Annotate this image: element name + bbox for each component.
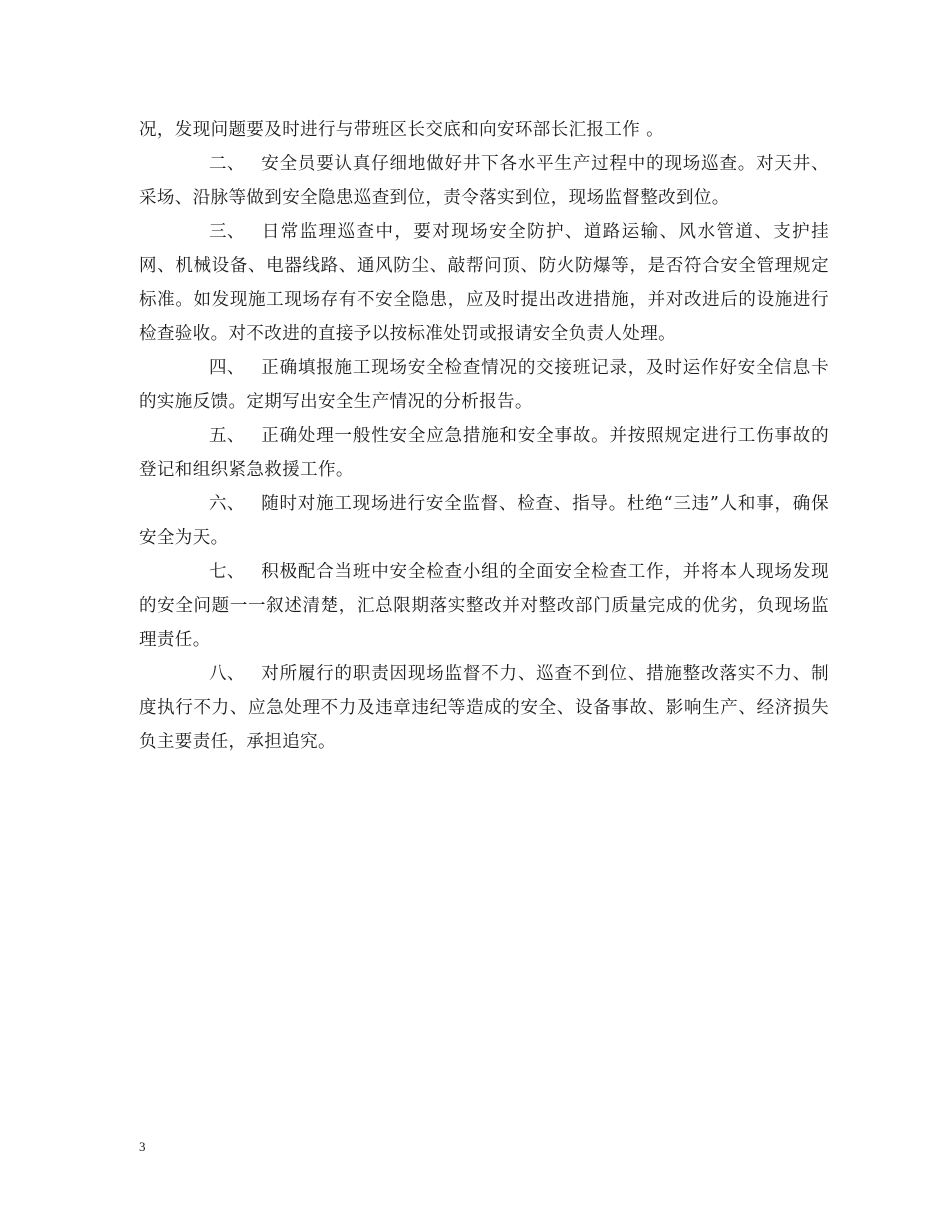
list-item	[139, 419, 829, 487]
item-text: 随时对施工现场进行安全监督、检查、指导。杜绝“三违”人和事，确保安全为天。	[139, 494, 829, 548]
item-text: 积极配合当班中安全检查小组的全面安全检查工作，并将本人现场发现的安全问题一一叙述清楚，汇总限期落实整改并对整改部门质量完成的优劣，负现场监理责任。	[139, 562, 829, 650]
list-item	[139, 555, 829, 657]
item-text: 对所履行的职责因现场监督不力、巡查不到位、措施整改落实不力、制度执行不力、应急处理不力及违章违纪等造成的安全、设备事故、影响生产、经济损失负主要责任，承担追究。	[139, 664, 829, 752]
item-text: 安全员要认真仔细地做好井下各水平生产过程中的现场巡查。对天井、采场、沿脉等做到安全隐患巡查到位，责令落实到位，现场监督整改到位。	[139, 154, 829, 208]
item-text: 日常监理巡查中，要对现场安全防护、道路运输、风水管道、支护挂网、机械设备、电器线路、通风防尘、敲帮问顶、防火防爆等，是否符合安全管理规定标准。如发现施工现场存有不安全隐患，应及时提出改进措施，并对改进后的设施进行检查验收。对不改进的直接予以按标准处罚或报请安全负责人处理。	[139, 222, 829, 344]
item-number: 八、	[209, 664, 245, 684]
item-number: 四、	[209, 358, 245, 378]
list-item	[139, 657, 829, 759]
item-number: 五、	[209, 426, 245, 446]
item-number: 二、	[209, 154, 245, 174]
item-text: 正确处理一般性安全应急措施和安全事故。并按照规定进行工伤事故的登记和组织紧急救援工作。	[139, 426, 829, 480]
list-item	[139, 487, 829, 555]
item-text: 正确填报施工现场安全检查情况的交接班记录，及时运作好安全信息卡的实施反馈。定期写出安全生产情况的分析报告。	[139, 358, 829, 412]
list-item	[139, 351, 829, 419]
item-number: 三、	[209, 222, 245, 242]
page-number: 3	[139, 1139, 146, 1154]
document-body	[139, 113, 829, 759]
continuation-paragraph: 况，发现问题要及时进行与带班区长交底和向安环部长汇报工作 。	[139, 120, 665, 140]
list-item	[139, 215, 829, 351]
list-item	[139, 147, 829, 215]
item-number: 六、	[209, 494, 245, 514]
item-number: 七、	[209, 562, 245, 582]
